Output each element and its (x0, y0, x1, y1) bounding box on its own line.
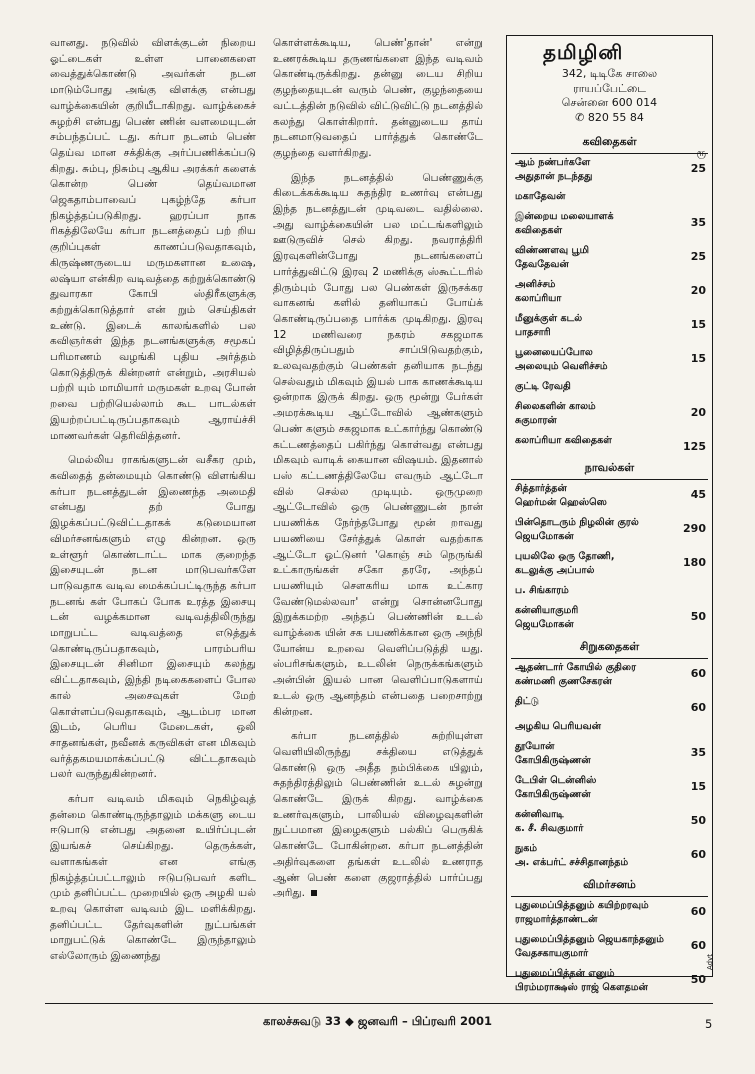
advt-label: Advt (706, 954, 714, 970)
book-title: மகாதேவன் (515, 191, 566, 202)
book-info (515, 808, 583, 836)
book-title: கலாப்ரியா கவிதைகள் (515, 435, 612, 446)
book-info (515, 967, 648, 995)
book-title: பின்தொடரும் நிழலின் குரல் (515, 517, 639, 528)
currency-label: ரூ (696, 148, 706, 159)
address-line: ராயப்பேட்டை (573, 81, 646, 95)
book-info (515, 312, 582, 340)
book-title: புதுமைப்பித்தனும் ஜெயகாந்தனும் (515, 934, 664, 945)
footer-magazine-line: காலச்சுவடு 33 ◆ ஜனவரி – பிப்ரவரி 2001 (263, 1014, 492, 1028)
book-title: புயலிலே ஒரு தோணி, (515, 551, 615, 562)
book-price: 35 (690, 216, 706, 229)
book-entry (507, 772, 712, 806)
book-title: விண்ணளவு பூமி (515, 245, 590, 256)
book-entry (507, 398, 712, 432)
book-title: கன்னிவாடி (515, 809, 564, 820)
section-title: கவிதைகள் (582, 135, 637, 148)
book-author: கண்மணி குணசேகரன் (515, 676, 612, 687)
book-title: சித்தார்த்தன் (515, 483, 567, 494)
book-info (515, 434, 612, 448)
publisher-logo: தமிழினி (543, 40, 624, 64)
book-info (515, 400, 596, 428)
book-author: கோபிகிருஷ்ணன் (515, 789, 591, 800)
book-entry (507, 514, 712, 548)
article-column-1 (50, 36, 256, 974)
book-entry (507, 344, 712, 378)
book-price: 15 (690, 780, 706, 793)
book-title: கன்னியாகுமரி (515, 605, 579, 616)
paragraph-text: கர்பா நடனத்தில் சுற்றியுள்ள வெளியிலிருந்து சக்தியை எடுத்துக் கொண்டு ஒரு அதீத நம்பிக்கை யிலும், சுதந்திரத்திலும் பெண்ணின் உடல் சுழன்று கொண்டே இருக் கிறது. வாழ்க்கை உணர்வுகளும், பாலியல் விழைவுகளின் நுட்பமான இழைகளும் பல்கிப் பெருகிக் கொண்டே போகின்றன. கர்பா நடனத்தின் அதிர்வுகளை தங்கள் உடலில் உணராத ஆண் பெண் களை குஜராத்தில் பார்ப்பது அரிது. (273, 730, 483, 900)
book-entry (507, 806, 712, 840)
book-title: புதுமைப்பித்தன் எனும் (515, 968, 615, 979)
book-entry (507, 840, 712, 874)
book-list (507, 135, 712, 999)
book-title: புதுமைப்பித்தனும் கயிற்றரவும் (515, 900, 649, 911)
book-info (515, 774, 596, 802)
book-title: ஆதண்டார் கோயில் குதிரை (515, 662, 637, 673)
book-title: திட்டு (515, 696, 540, 707)
book-title: பூனையைப்போல (515, 347, 593, 358)
section-title: நாவல்கள் (584, 461, 635, 474)
book-author: ஜெயமோகன் (515, 531, 574, 542)
book-info (515, 156, 592, 184)
book-title: டேபிள் டென்னிஸ் (515, 775, 597, 786)
book-entry (507, 548, 712, 582)
book-price: 60 (690, 905, 706, 918)
book-info (515, 346, 608, 374)
book-info (515, 584, 569, 598)
book-entry (507, 242, 712, 276)
book-entry (507, 480, 712, 514)
book-price: 50 (690, 814, 706, 827)
book-entry (507, 693, 712, 718)
book-price: 15 (690, 318, 706, 331)
book-entry (507, 738, 712, 772)
book-info (515, 740, 591, 768)
book-info (515, 210, 614, 238)
book-author: கவிதைகள் (515, 225, 563, 236)
book-author: ராஜமார்த்தாண்டன் (515, 914, 598, 925)
book-title: அழகிய பெரியவன் (515, 721, 602, 732)
book-entry (507, 718, 712, 738)
book-entry (507, 965, 712, 999)
book-entry (507, 276, 712, 310)
book-price: 20 (690, 284, 706, 297)
section-title: சிறுகதைகள் (579, 640, 640, 653)
book-price: 25 (690, 162, 706, 175)
book-entry (507, 582, 712, 602)
footer-divider (45, 1003, 713, 1004)
book-title: நுகம் (515, 843, 538, 854)
book-entry (507, 188, 712, 208)
book-title: தூயோன் (515, 741, 555, 752)
book-entry (507, 602, 712, 636)
book-author: கடலுக்கு அப்பால் (515, 565, 595, 576)
book-author: தேவதேவன் (515, 259, 569, 270)
publisher-advertisement (506, 35, 714, 993)
book-author: ஜெயமோகன் (515, 619, 574, 630)
section-title: விமர்சனம் (583, 878, 636, 891)
book-info (515, 661, 636, 689)
book-info (515, 604, 578, 632)
book-info (515, 482, 607, 510)
paragraph: மெல்லிய ராகங்களுடன் வசீகர மும், கவிதைத் தன்மையும் கொண்டு விளங்கிய கர்பா நடனத்துடன் இணைந்த அமைதி என்பது தற் போது இழக்கப்பட்டுவிட்டதாகக் கடுமையான விமர்சனங்களும் எழு கின்றன. ஒரு உள்ளூர் கொண்டாட்ட மாக குறைந்த இசையுடன் நடன மாடுபவர்களே பாடுவதாக வடிவ மைக்கப்பட்டிருந்த கர்பா நடனங் கள் போகப் போக உரத்த இசையு டன் வழக்கமான வடிவத்திலிருந்து மாறுபட்ட வடிவத்தை எடுத்துக் கொண்டிருப்பதாகவும், பாரம்பரிய இசையுடன் சினிமா இசையும் கலந்து விட்டதாகவும், இந்தி நடிகைகளைப் போல கால் அசைவுகள் மேற் கொள்ளப்படுவதாகவும், ஆடம்பர மான இடம், பெரிய மேடைகள், ஒலி சாதனங்கள், நவீனக் கருவிகள் என மிகவும் வர்த்தகமயமாக்கப்பட்டு விட்டதாகவும் பலர் வருந்துகின்றனர். (50, 454, 256, 781)
paragraph: இந்த நடனத்தில் பெண்ணுக்கு கிடைக்கக்கூடிய சுதந்திர உணர்வு என்பது இந்த நடனத்துடன் முடிவடை வதில்லை. அது வாழ்க்கையின் பல மட்டங்களிலும் ஊடுருவிச் செல் கிறது. நவராத்திரி இரவுகளின்போது நடனங்களைப் பார்த்துவிட்டு இரவு 2 மணிக்கு ஸ்கூட்டரில் திரும்பும் போது பல பெண்கள் இருசக்கர வாகனங் களில் தனியாகப் போய்க் கொண்டிருப்பதை பார்க்க முடிகிறது. இரவு 12 மணிவரை நகரம் சகஜமாக விழித்திருப்பதும் சாப்பிடுவதற்கும், உலவுவதற்கும் பெண்கள் தனியாக நடந்து செல்வதும் மிகவும் இயல் பாக காணக்கூடிய ஒன்றாக இருக் கிறது. ஒரு மூன்று பேர்கள் அமரக்கூடிய ஆட்டோவில் ஆண்களும் பெண் களும் சகஜமாக உட்கார்ந்து கொண்டு கட்டணத்தைப் பகிர்ந்து கொள்வது என்பது மிகவும் வாடிக் கையான விஷயம். இதனால் பஸ் கட்டணத்திலேயே எவரும் ஆட்டோ வில் செல்ல முடியும். ஒருமுறை ஆட்டோவில் ஒரு பெண்ணுடன் நான் பயணிக்க நேர்ந்தபோது மூன் றாவது பயணியை சேர்த்துக் கொள் வதற்காக ஆட்டோ ஓட்டுனர் 'கொஞ் சம் நெருங்கி உட்காருங்கள் சகோ தரரே, அந்தப் பயணியும் சௌகரிய மாக உட்கார வேண்டுமல்லவா' என்று சொன்னபோது இறுக்கமற்ற அந்தப் பெண்ணின் உடல் வாழ்க்கை யின் சக பயணிக்கான ஒரு அந்நி யோன்ய உறவை வெளிப்படுத்தி யது. ஸ்பரிசங்களும், உடலின் நெருக்கங்களும் அன்பின் இயல் பான வெளிப்பாடுகளாய் உடல் ஒரு ஆனந்தம் என்பதை பறைசாற்று கின்றன. (273, 171, 483, 718)
book-price: 25 (690, 250, 706, 263)
book-price: 125 (683, 440, 706, 453)
address-line: சென்னை 600 014 (561, 96, 658, 109)
phone-line: ✆ 820 55 84 (575, 110, 644, 124)
book-entry (507, 659, 712, 693)
book-info (515, 244, 589, 272)
book-price: 290 (683, 522, 706, 535)
book-title: அனிச்சம் (515, 279, 556, 290)
book-info (515, 842, 628, 870)
book-info (515, 190, 565, 204)
paragraph: வானது. நடுவில் விளக்குடன் நிறைய ஓட்டைகள் உள்ள பானைகளை வைத்துக்கொண்டு அவர்கள் நடன மாடும்போது அங்கு விளக்கு என்பது வாழ்க்கையின் குறியீடாகிறது. வாழ்க்கைச் சுழற்சி என்பது பெண் ணின் வளமையுடன் சம்பந்தப்பட் டது. கர்பா நடனம் பெண் தெய்வ மான சக்திக்கு அர்ப்பணிக்கப்படு கிறது. சும்பு, நிசும்பு ஆகிய அரக்கர் களைக் கொன்ற பெண் தெய்வமான ஜெகதாம்பாவைப் புகழ்ந்தே கர்பா நிகழ்த்தப்படுகிறது. ஹரப்பா நாக ரிகத்திலேயே கர்பா நடனத்தைப் பற் றிய குறிப்புகள் காணப்படுவதாகவும், கிருஷ்ணருடைய மருமகளான உஷை, லஷ்யா என்கிற வடிவத்தை கற்றுக்கொண்டு துவாரகா கோபி ஸ்திரீகளுக்கு கற்றுக்கொடுத்தார் என் றும் செய்திகள் உண்டு. இடைக் காலங்களில் பல கவிஞர்கள் இந்த நடனங்களுக்கு சமூகப் பரிமாணம் வழங்கி புதிய அர்த்தம் கொடுத்திருக் கின்றனர் என்றும், அரசியல் பற்றி யும் மாமியார் மருமகள் உறவு போன் றவை பற்றியெல்லாம் கூட பாடல்கள் இயற்றப்பட்டிருப்பதாகவும் ஆராய்ச்சி மாணவர்கள் தெரிவித்தனர். (50, 37, 256, 442)
book-info (515, 695, 539, 709)
page-number: 5 (705, 1017, 713, 1031)
paragraph: கொள்ளக்கூடிய, பெண்'தான்' என்று உணரக்கூடிய தருணங்களை இந்த வடிவம் கொண்டிருக்கிறது. தன்னு டைய சிறிய குழந்தையுடன் வரும் பெண், குழந்தையை வட்டத்தின் நடுவில் விட்டுவிட்டு நடனத்தில் கலந்து கொள்கிறார். தன்னுடைய தாய் நடனமாடுவதைப் பார்த்துக் கொண்டே குழந்தை வளர்கிறது. (273, 37, 483, 159)
book-info (515, 516, 639, 544)
book-entry (507, 897, 712, 931)
book-price: 15 (690, 352, 706, 365)
book-author: அதுதான் நடந்தது (515, 171, 593, 182)
book-title: மீனுக்குள் கடல் (515, 313, 583, 324)
book-author: அ. எக்பர்ட் சச்சிதானந்தம் (515, 857, 629, 868)
book-entry (507, 208, 712, 242)
book-price: 45 (690, 488, 706, 501)
book-info (515, 720, 601, 734)
book-author: க. சீ. சிவகுமார் (515, 823, 584, 834)
book-price: 60 (690, 667, 706, 680)
book-author: ஹெர்மன் ஹெஸ்ஸெ (515, 497, 607, 508)
book-author: கோபிகிருஷ்ணன் (515, 755, 591, 766)
book-price: 50 (690, 610, 706, 623)
book-price: 60 (690, 939, 706, 952)
article-column-2 (273, 36, 483, 911)
book-title: குட்டி ரேவதி (515, 381, 571, 392)
book-info (515, 933, 664, 961)
book-price: 20 (690, 406, 706, 419)
book-author: பிரம்மராக்ஷஸ் ராஜ் கௌதமன் (515, 982, 648, 993)
book-author: சுகுமாரன் (515, 415, 557, 426)
book-price: 35 (690, 746, 706, 759)
book-entry (507, 931, 712, 965)
book-price: 180 (683, 556, 706, 569)
end-mark-icon (311, 890, 317, 896)
book-title: இன்றைய மலையாளக் (515, 211, 614, 222)
book-entry (507, 310, 712, 344)
book-entry (507, 154, 712, 188)
ad-header (507, 36, 712, 125)
book-price: 60 (690, 701, 706, 714)
address-line: 342, டிடிகே சாலை (561, 67, 658, 80)
book-info (515, 278, 561, 306)
paragraph-final (273, 729, 483, 902)
book-author: வேதசகாயகுமார் (515, 948, 589, 959)
book-info (515, 899, 649, 927)
book-info (515, 380, 571, 394)
book-price: 50 (690, 973, 706, 986)
book-author: அலையும் வெளிச்சம் (515, 361, 608, 372)
book-entry (507, 432, 712, 457)
book-title: சிலைகளின் காலம் (515, 401, 596, 412)
book-author: பாதசாரி (515, 327, 551, 338)
book-info (515, 550, 615, 578)
book-entry (507, 378, 712, 398)
book-title: ஆம் நண்பர்களே (515, 157, 591, 168)
book-price: 60 (690, 848, 706, 861)
paragraph: கர்பா வடிவம் மிகவும் நெகிழ்வுத் தன்மை கொண்டிருந்தாலும் மக்களு டைய ஈடுபாடு என்பது அதனை உயிர்ப்புடன் இயங்கச் செய்கிறது. தெருக்கள், வளாகங்கள் என எங்கு நிகழ்த்தப்பட்டாலும் ஈடுபடுபவர் களிட மும் தனிப்பட்ட முறையில் ஒரு அழகி யல் உறவு கொள்ள வடிவம் இட மளிக்கிறது. தனிப்பட்ட தேர்வுகளின் நுட்பங்கள் மாறுபட்டுக் கொண்டே இருந்தாலும் எல்லோரும் இணைந்து (50, 793, 256, 963)
book-author: கலாப்ரியா (515, 293, 562, 304)
book-title: ப. சிங்காரம் (515, 585, 569, 596)
